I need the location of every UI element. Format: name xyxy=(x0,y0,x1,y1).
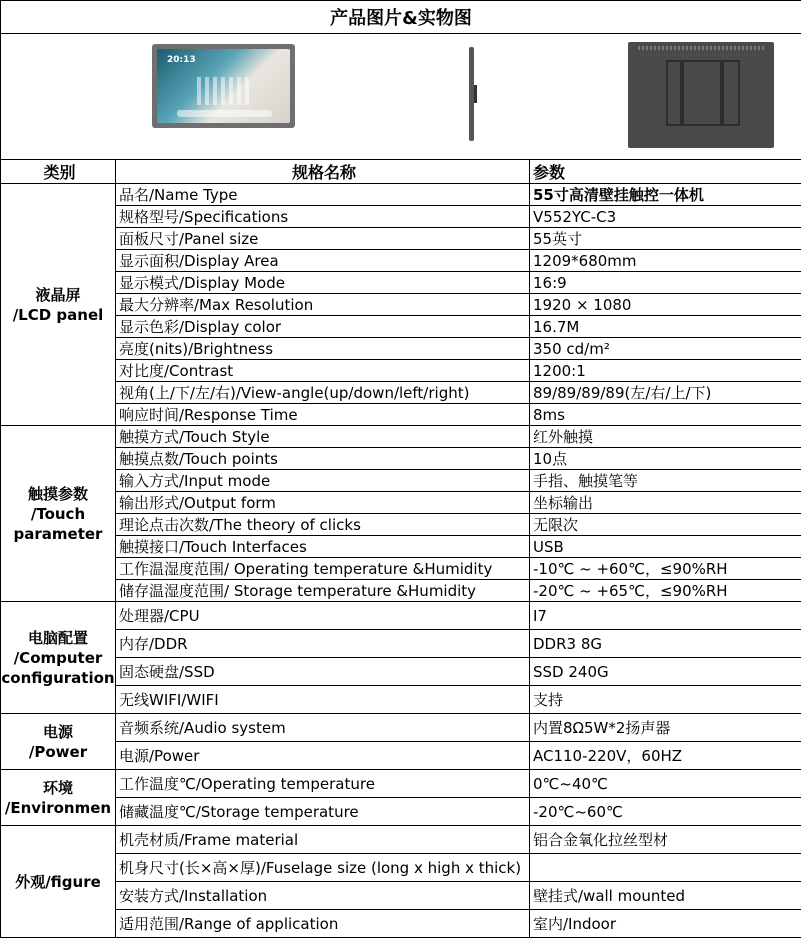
product-front-image xyxy=(152,44,295,128)
spec-value: 内置8Ω5W*2扬声器 xyxy=(530,714,801,742)
table-row xyxy=(1,714,801,742)
spec-name: 触摸点数/Touch points xyxy=(116,448,530,470)
spec-value xyxy=(530,854,801,882)
spec-value: 手指、触摸笔等 xyxy=(530,470,801,492)
spec-value: SSD 240G xyxy=(530,658,801,686)
spec-name: 显示模式/Display Mode xyxy=(116,272,530,294)
spec-name: 安装方式/Installation xyxy=(116,882,530,910)
table-row xyxy=(1,536,801,558)
category-power xyxy=(1,714,116,770)
spec-value: 55英寸 xyxy=(530,228,801,250)
table-row xyxy=(1,448,801,470)
spec-value: USB xyxy=(530,536,801,558)
spec-name: 机壳材质/Frame material xyxy=(116,826,530,854)
header-category: 类别 xyxy=(1,160,116,184)
image-row xyxy=(1,34,801,160)
spec-value: 壁挂式/wall mounted xyxy=(530,882,801,910)
spec-value: 16:9 xyxy=(530,272,801,294)
spec-value: 无限次 xyxy=(530,514,801,536)
product-images xyxy=(1,34,801,159)
table-row xyxy=(1,686,801,714)
category-figure xyxy=(1,826,116,938)
table-row xyxy=(1,206,801,228)
table-row xyxy=(1,250,801,272)
spec-name: 亮度(nits)/Brightness xyxy=(116,338,530,360)
spec-value: 55寸高清壁挂触控一体机 xyxy=(530,184,801,206)
spec-value: 0℃~40℃ xyxy=(530,770,801,798)
spec-name: 适用范围/Range of application xyxy=(116,910,530,938)
title-row xyxy=(1,1,801,34)
table-row xyxy=(1,826,801,854)
spec-value: 坐标输出 xyxy=(530,492,801,514)
spec-name: 品名/Name Type xyxy=(116,184,530,206)
spec-value: I7 xyxy=(530,602,801,630)
table-row xyxy=(1,316,801,338)
spec-name: 触摸方式/Touch Style xyxy=(116,426,530,448)
table-row xyxy=(1,658,801,686)
spec-value: 1920 × 1080 xyxy=(530,294,801,316)
product-back-image xyxy=(628,42,774,148)
spec-name: 显示色彩/Display color xyxy=(116,316,530,338)
category-label: /Touch xyxy=(30,504,86,523)
category-computer xyxy=(1,602,116,714)
category-label: parameter xyxy=(13,524,103,543)
category-touch xyxy=(1,426,116,602)
table-row xyxy=(1,382,801,404)
table-row xyxy=(1,558,801,580)
category-label: 环境 xyxy=(42,778,73,797)
table-row xyxy=(1,798,801,826)
spec-value: 铝合金氧化拉丝型材 xyxy=(530,826,801,854)
spec-value: 89/89/89/89(左/右/上/下) xyxy=(530,382,801,404)
screen-clock: 20:13 xyxy=(167,55,196,65)
spec-name: 储藏温度℃/Storage temperature xyxy=(116,798,530,826)
table-row xyxy=(1,470,801,492)
category-label: 外观/figure xyxy=(15,872,101,891)
table-row xyxy=(1,272,801,294)
spec-value: 室内/Indoor xyxy=(530,910,801,938)
header-row xyxy=(1,160,801,184)
spec-name: 视角(上/下/左/右)/View-angle(up/down/left/right) xyxy=(116,382,530,404)
table-row xyxy=(1,228,801,250)
spec-name: 对比度/Contrast xyxy=(116,360,530,382)
table-row xyxy=(1,882,801,910)
table-row xyxy=(1,294,801,316)
table-row xyxy=(1,404,801,426)
table-row xyxy=(1,910,801,938)
category-label: /Environmen xyxy=(4,798,112,817)
spec-name: 固态硬盘/SSD xyxy=(116,658,530,686)
product-side-image xyxy=(469,47,474,141)
spec-value: 1209*680mm xyxy=(530,250,801,272)
spec-value: AC110-220V，60HZ xyxy=(530,742,801,770)
table-row xyxy=(1,338,801,360)
table-row xyxy=(1,770,801,798)
spec-name: 输出形式/Output form xyxy=(116,492,530,514)
table-row xyxy=(1,602,801,630)
header-parameter: 参数 xyxy=(530,160,801,184)
table-row xyxy=(1,492,801,514)
spec-name: 工作温湿度范围/ Operating temperature &Humidity xyxy=(116,558,530,580)
category-label: configuration xyxy=(1,668,115,687)
spec-value: 1200:1 xyxy=(530,360,801,382)
category-label: 触摸参数 xyxy=(27,484,88,503)
spec-name: 内存/DDR xyxy=(116,630,530,658)
category-label: /Power xyxy=(28,742,88,761)
table-row xyxy=(1,854,801,882)
spec-name: 储存温湿度范围/ Storage temperature &Humidity xyxy=(116,580,530,602)
category-label: 电脑配置 xyxy=(27,628,88,647)
spec-value: -10℃ ~ +60℃，≤90%RH xyxy=(530,558,801,580)
table-row xyxy=(1,360,801,382)
table-row xyxy=(1,630,801,658)
spec-name: 响应时间/Response Time xyxy=(116,404,530,426)
category-label: /Computer xyxy=(13,648,103,667)
spec-value: DDR3 8G xyxy=(530,630,801,658)
spec-name: 触摸接口/Touch Interfaces xyxy=(116,536,530,558)
table-row xyxy=(1,580,801,602)
page-title: 产品图片&实物图 xyxy=(1,1,801,34)
table-row xyxy=(1,742,801,770)
spec-name: 工作温度℃/Operating temperature xyxy=(116,770,530,798)
spec-value: 支持 xyxy=(530,686,801,714)
spec-name: 音频系统/Audio system xyxy=(116,714,530,742)
category-label: /LCD panel xyxy=(12,305,104,324)
spec-name: 无线WIFI/WIFI xyxy=(116,686,530,714)
table-row xyxy=(1,184,801,206)
spec-value: -20℃ ~ +65℃，≤90%RH xyxy=(530,580,801,602)
category-label: 电源 xyxy=(42,722,73,741)
category-lcd xyxy=(1,184,116,426)
spec-name: 规格型号/Specifications xyxy=(116,206,530,228)
table-row xyxy=(1,514,801,536)
spec-value: V552YC-C3 xyxy=(530,206,801,228)
spec-name: 最大分辨率/Max Resolution xyxy=(116,294,530,316)
spec-name: 电源/Power xyxy=(116,742,530,770)
spec-name: 输入方式/Input mode xyxy=(116,470,530,492)
spec-name: 处理器/CPU xyxy=(116,602,530,630)
spec-value: -20℃~60℃ xyxy=(530,798,801,826)
category-env xyxy=(1,770,116,826)
spec-name: 显示面积/Display Area xyxy=(116,250,530,272)
header-spec-name: 规格名称 xyxy=(116,160,530,184)
spec-value: 8ms xyxy=(530,404,801,426)
spec-name: 机身尺寸(长×高×厚)/Fuselage size (long x high x thick) xyxy=(116,854,530,882)
spec-value: 350 cd/m² xyxy=(530,338,801,360)
category-label: 液晶屏 xyxy=(35,285,81,304)
spec-value: 红外触摸 xyxy=(530,426,801,448)
table-row xyxy=(1,426,801,448)
spec-value: 10点 xyxy=(530,448,801,470)
spec-name: 面板尺寸/Panel size xyxy=(116,228,530,250)
spec-name: 理论点击次数/The theory of clicks xyxy=(116,514,530,536)
spec-value: 16.7M xyxy=(530,316,801,338)
